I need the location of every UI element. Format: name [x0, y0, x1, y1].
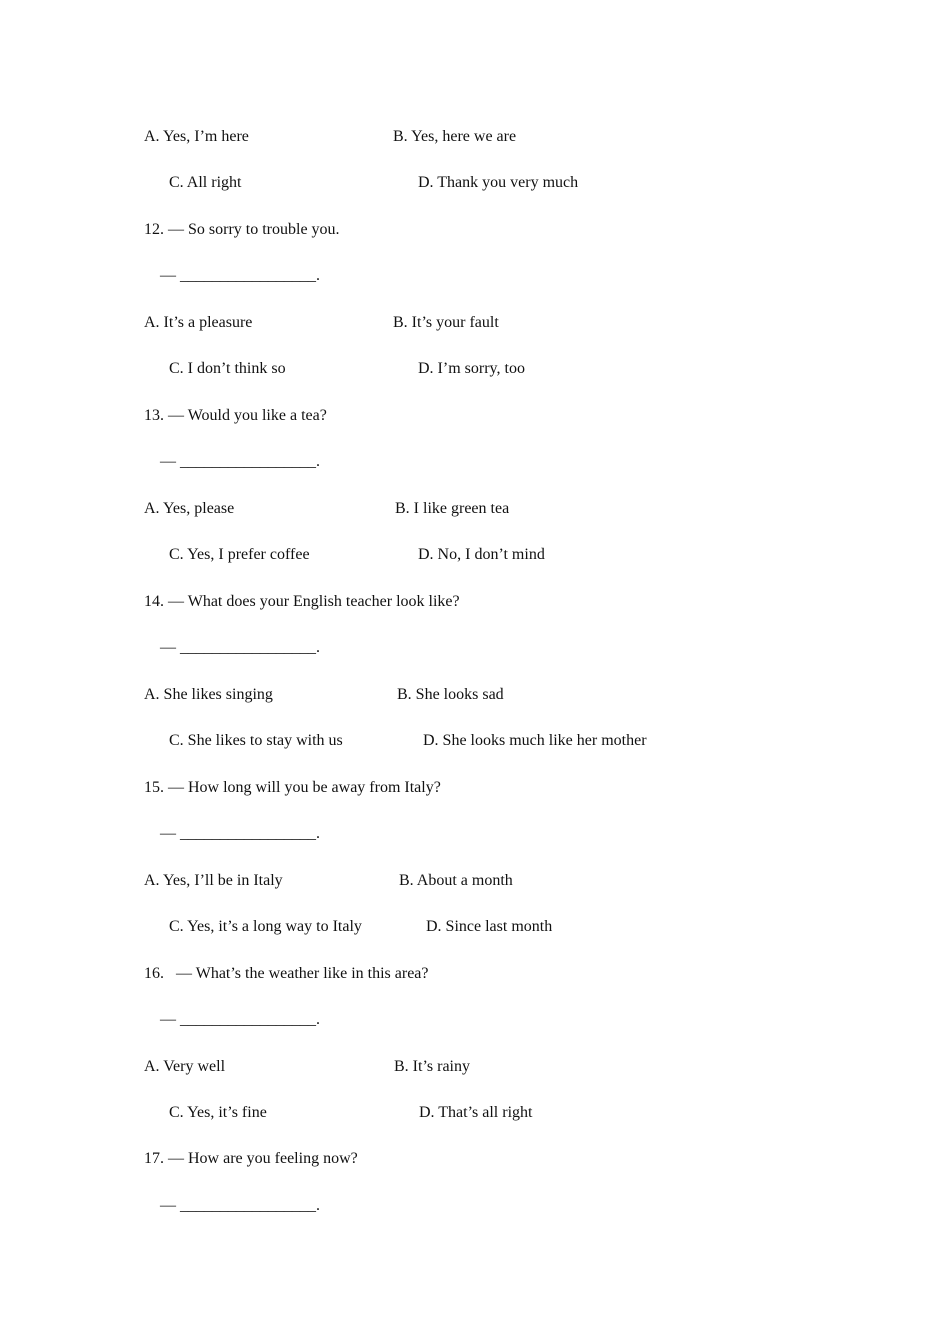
q17-question: 17. — How are you feeling now?	[144, 1150, 358, 1167]
q14-question: 14. — What does your English teacher look like?	[144, 593, 460, 610]
q15-option-a: A. Yes, I’ll be in Italy	[144, 872, 283, 889]
q16-answer-blank: — _________________.	[160, 1011, 320, 1028]
q15-option-d: D. Since last month	[426, 918, 553, 935]
q15-answer-blank: — _________________.	[160, 825, 320, 842]
q15-option-c: C. Yes, it’s a long way to Italy	[169, 918, 362, 935]
q11-option-a: A. Yes, I’m here	[144, 128, 249, 145]
q14-option-b: B. She looks sad	[397, 686, 504, 703]
q14-answer-blank: — _________________.	[160, 639, 320, 656]
q16-option-a: A. Very well	[144, 1058, 226, 1075]
q14-option-a: A. She likes singing	[144, 686, 273, 703]
q13-option-a: A. Yes, please	[144, 500, 235, 517]
q14-option-c: C. She likes to stay with us	[169, 732, 343, 749]
q12-option-c: C. I don’t think so	[169, 360, 286, 377]
q11-option-d: D. Thank you very much	[418, 174, 579, 191]
q12-question: 12. — So sorry to trouble you.	[144, 221, 340, 238]
q16-option-c: C. Yes, it’s fine	[169, 1104, 267, 1121]
q11-option-c: C. All right	[169, 174, 242, 191]
q13-option-c: C. Yes, I prefer coffee	[169, 546, 310, 563]
q14-option-d: D. She looks much like her mother	[423, 732, 647, 749]
q16-option-d: D. That’s all right	[419, 1104, 533, 1121]
q13-question: 13. — Would you like a tea?	[144, 407, 327, 424]
q12-option-b: B. It’s your fault	[393, 314, 499, 331]
q12-option-a: A. It’s a pleasure	[144, 314, 253, 331]
q16-option-b: B. It’s rainy	[394, 1058, 470, 1075]
q15-question: 15. — How long will you be away from Italy?	[144, 779, 441, 796]
q15-option-b: B. About a month	[399, 872, 513, 889]
q17-answer-blank: — _________________.	[160, 1197, 320, 1214]
q16-question: 16. — What’s the weather like in this area?	[144, 965, 429, 982]
q11-option-b: B. Yes, here we are	[393, 128, 517, 145]
q12-option-d: D. I’m sorry, too	[418, 360, 525, 377]
q13-option-d: D. No, I don’t mind	[418, 546, 545, 563]
q12-answer-blank: — _________________.	[160, 267, 320, 284]
q13-option-b: B. I like green tea	[395, 500, 510, 517]
q13-answer-blank: — _________________.	[160, 453, 320, 470]
